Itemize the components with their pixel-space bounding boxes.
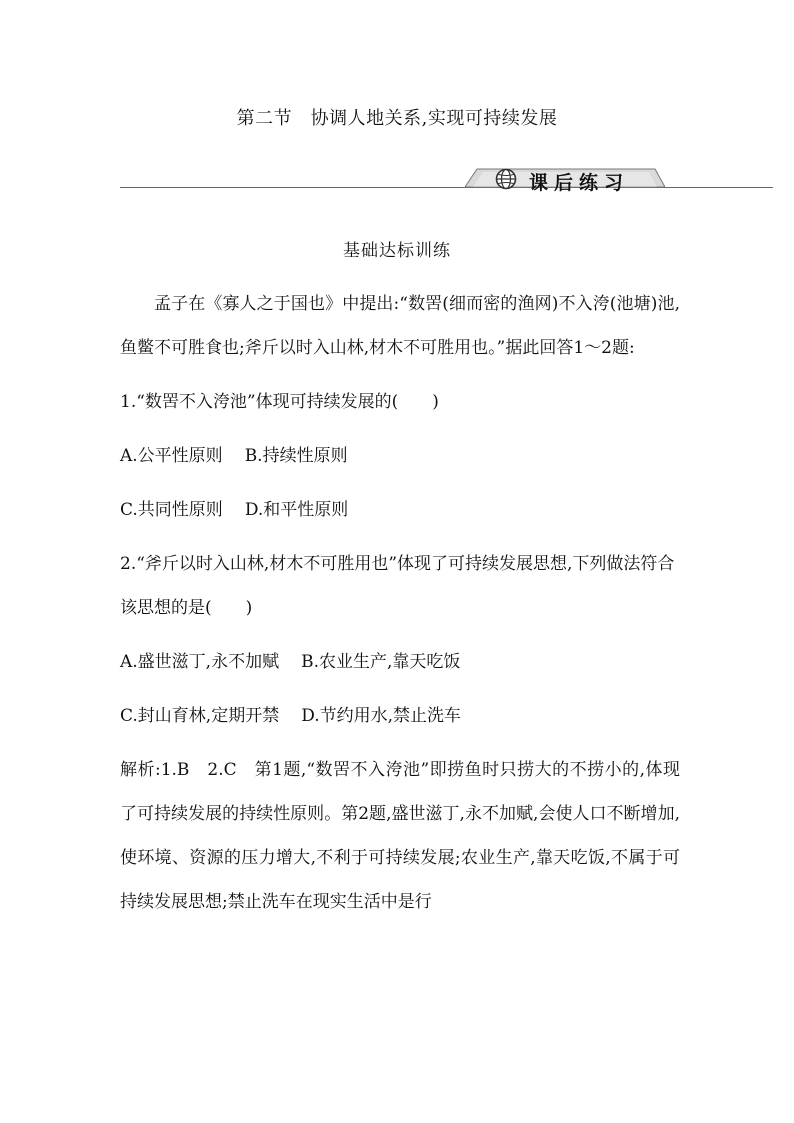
question-1-option-a: A.公平性原则 <box>120 446 223 466</box>
banner-rule <box>120 187 773 188</box>
question-1-option-b: B.持续性原则 <box>244 446 348 466</box>
analysis-paragraph: 解析:1.B 2.C 第1题,“数罟不入洿池”即捞鱼时只捞大的不捞小的,体现了可持续发展的持续性原则。第2题,盛世滋丁,永不加赋,会使人口不断增加,使环境、资源的压力增大,不利于可持续发展;农业生产,靠天吃饭,不属于可持续发展思想;禁止洗车在现实生活中是行 <box>120 760 680 912</box>
question-2-options-row-1 <box>120 640 680 684</box>
banner-tab <box>465 167 665 193</box>
question-2-option-d: D.节约用水,禁止洗车 <box>301 706 462 726</box>
question-2-stem: 2.“斧斤以时入山林,材木不可胜用也”体现了可持续发展思想,下列做法符合该思想的是( ) <box>120 554 675 618</box>
globe-icon <box>495 168 517 190</box>
question-1-stem: 1.“数罟不入洿池”体现可持续发展的( ) <box>120 392 439 412</box>
question-2-options-row-2 <box>120 694 680 738</box>
question-2-option-a: A.盛世滋丁,永不加赋 <box>120 652 280 672</box>
intro-paragraph: 孟子在《寡人之于国也》中提出:“数罟(细而密的渔网)不入洿(池塘)池,鱼鳖不可胜食也;斧斤以时入山林,材木不可胜用也。”据此回答1～2题: <box>120 294 680 358</box>
question-1-options-row-1 <box>120 434 680 478</box>
section-banner <box>120 167 773 195</box>
question-2-option-b: B.农业生产,靠天吃饭 <box>301 652 461 672</box>
question-1-option-d: D.和平性原则 <box>244 500 349 520</box>
page-title: 第二节 协调人地关系,实现可持续发展 <box>236 108 558 129</box>
banner-label: 课后练习 <box>529 172 630 194</box>
question-1-option-c: C.共同性原则 <box>120 500 223 520</box>
content <box>120 282 680 924</box>
section-title: 基础达标训练 <box>343 241 451 261</box>
question-2-option-c: C.封山育林,定期开禁 <box>120 706 280 726</box>
question-1-options-row-2 <box>120 488 680 532</box>
